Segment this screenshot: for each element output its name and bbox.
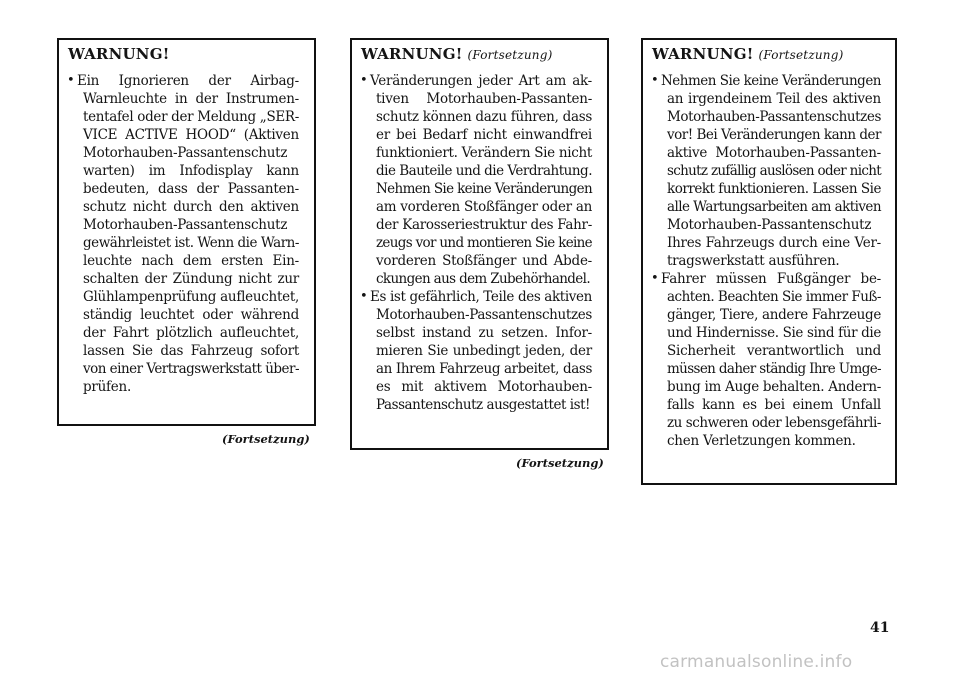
text-line: achten. Beachten Sie immer Fuß-	[667, 289, 881, 305]
bullet-icon: •	[651, 271, 659, 286]
text-line: gewährleistet ist. Wenn die Warn-	[83, 235, 299, 251]
continued-label: (Fortsetzung)	[758, 48, 844, 62]
text-line: ckungen aus dem Zubehörhandel.	[376, 271, 590, 287]
bullet-icon: •	[360, 289, 368, 304]
text-line: von einer Vertragswerkstatt über-	[83, 361, 299, 377]
text-line: Nehmen Sie keine Veränderungen	[376, 181, 592, 197]
text-line: funktioniert. Verändern Sie nicht	[376, 145, 592, 161]
text-line: Nehmen Sie keine Veränderungen	[661, 73, 881, 89]
text-line: schalten der Zündung nicht zur	[83, 271, 299, 287]
text-line: falls kann es bei einem Unfall	[667, 397, 881, 413]
warning-box-3	[641, 38, 897, 485]
text-line: vor! Bei Veränderungen kann der	[667, 127, 881, 143]
text-line: Es ist gefährlich, Teile des aktiven	[370, 289, 592, 305]
warning-box-1	[57, 38, 316, 426]
text-line: chen Verletzungen kommen.	[667, 433, 856, 449]
text-line: prüfen.	[83, 379, 132, 395]
text-line: ständig leuchtet oder während	[83, 307, 299, 323]
text-line: müssen daher ständig Ihre Umge-	[667, 361, 881, 377]
bullet-icon: •	[651, 73, 659, 88]
warning-heading: WARNUNG!	[68, 45, 170, 63]
text-line: tentafel oder der Meldung „SER-	[83, 109, 299, 125]
text-line: gänger, Tiere, andere Fahrzeuge	[667, 307, 881, 323]
warning-heading: WARNUNG! (Fortsetzung)	[361, 45, 553, 63]
text-line: Motorhauben-Passantenschutz	[667, 217, 872, 233]
text-line: Motorhauben-Passantenschutzes	[667, 109, 881, 125]
text-line: bung im Auge behalten. Andern-	[667, 379, 881, 395]
text-line: schutz zufällig auslösen oder nicht	[667, 163, 881, 179]
text-line: Warnleuchte in der Instrumen-	[83, 91, 299, 107]
text-line: Motorhauben-Passantenschutz	[83, 145, 288, 161]
text-line: schutz können dazu führen, dass	[376, 109, 592, 125]
text-line: der Fahrt plötzlich aufleuchtet,	[83, 325, 299, 341]
continued-note: (Fortsetzung)	[516, 456, 604, 470]
text-line: Glühlampenprüfung aufleuchtet,	[83, 289, 299, 305]
text-line: Ein Ignorieren der Airbag-	[77, 73, 299, 89]
text-line: selbst instand zu setzen. Infor-	[376, 325, 592, 341]
watermark: carmanualsonline.info	[660, 652, 853, 672]
text-line: er bei Bedarf nicht einwandfrei	[376, 127, 592, 143]
continued-note: (Fortsetzung)	[222, 432, 310, 446]
text-line: tragswerkstatt ausführen.	[667, 253, 840, 269]
text-line: der Karosseriestruktur des Fahr-	[376, 217, 592, 233]
bullet-icon: •	[67, 73, 75, 88]
text-line: leuchte nach dem ersten Ein-	[83, 253, 299, 269]
text-line: lassen Sie das Fahrzeug sofort	[83, 343, 299, 359]
page-number: 41	[870, 620, 890, 636]
text-line: korrekt funktionieren. Lassen Sie	[667, 181, 881, 197]
text-line: bedeuten, dass der Passanten-	[83, 181, 299, 197]
text-line: am vorderen Stoßfänger oder an	[376, 199, 592, 215]
text-line: VICE ACTIVE HOOD“ (Aktiven	[83, 127, 299, 143]
text-line: Motorhauben-Passantenschutz	[83, 217, 288, 233]
text-line: vorderen Stoßfänger und Abde-	[376, 253, 592, 269]
warning-box-2	[350, 38, 609, 450]
text-line: es mit aktivem Motorhauben-	[376, 379, 592, 395]
text-line: tiven Motorhauben-Passanten-	[376, 91, 592, 107]
text-line: die Bauteile und die Verdrahtung.	[376, 163, 592, 179]
text-line: zeugs vor und montieren Sie keine	[376, 235, 592, 251]
text-line: Ihres Fahrzeugs durch eine Ver-	[667, 235, 881, 251]
text-line: Passantenschutz ausgestattet ist!	[376, 397, 590, 413]
warning-heading: WARNUNG! (Fortsetzung)	[652, 45, 844, 63]
text-line: alle Wartungsarbeiten am aktiven	[667, 199, 881, 215]
text-line: Motorhauben-Passantenschutzes	[376, 307, 592, 323]
text-line: mieren Sie unbedingt jeden, der	[376, 343, 592, 359]
continued-label: (Fortsetzung)	[467, 48, 553, 62]
text-line: warten) im Infodisplay kann	[83, 163, 299, 179]
text-line: zu schweren oder lebensgefährli-	[667, 415, 881, 431]
text-line: an Ihrem Fahrzeug arbeitet, dass	[376, 361, 592, 377]
text-line: schutz nicht durch den aktiven	[83, 199, 299, 215]
text-line: an irgendeinem Teil des aktiven	[667, 91, 881, 107]
text-line: Sicherheit verantwortlich und	[667, 343, 881, 359]
text-line: Fahrer müssen Fußgänger be-	[661, 271, 881, 287]
text-line: Veränderungen jeder Art am ak-	[370, 73, 592, 89]
text-line: aktive Motorhauben-Passanten-	[667, 145, 881, 161]
text-line: und Hindernisse. Sie sind für die	[667, 325, 881, 341]
bullet-icon: •	[360, 73, 368, 88]
